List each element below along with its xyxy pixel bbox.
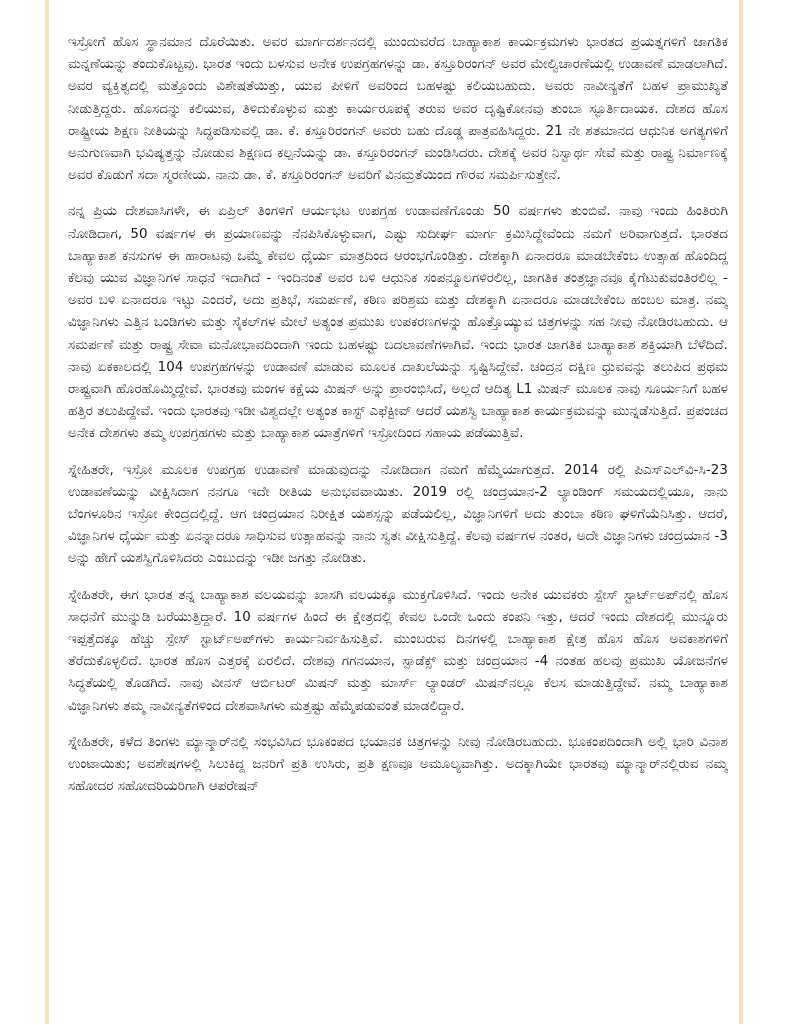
document-body	[68, 32, 728, 1016]
paragraph-myanmar-earthquake: ಸ್ನೇಹಿತರೇ, ಕಳೆದ ತಿಂಗಳು ಮ್ಯಾನ್ಮಾರ್‌ನಲ್ಲಿ ಸಂಭವಿಸಿದ ಭೂಕಂಪದ ಭಯಾನಕ ಚಿತ್ರಗಳನ್ನು ನೀವು ನೋಡಿರಬಹುದು. ಭೂಕಂಪದಿಂದಾಗಿ ಅಲ್ಲಿ ಭಾರಿ ವಿನಾಶ ಉಂಟಾಯಿತು; ಅವಶೇಷಗಳಲ್ಲಿ ಸಿಲುಕಿದ್ದ ಜನರಿಗೆ ಪ್ರತಿ ಉಸಿರು, ಪ್ರತಿ ಕ್ಷಣವೂ ಅಮೂಲ್ಯವಾಗಿತ್ತು. ಅದಕ್ಕಾಗಿಯೇ ಭಾರತವು ಮ್ಯಾನ್ಮಾರ್‌ನಲ್ಲಿರುವ ನಮ್ಮ ಸಹೋದರ ಸಹೋದರಿಯರಿಗಾಗಿ ಆಪರೇಷನ್	[68, 734, 728, 795]
paragraph-kasturirangan-tribute: ಇಸ್ರೋಗೆ ಹೊಸ ಸ್ಥಾನಮಾನ ದೊರೆಯಿತು. ಅವರ ಮಾರ್ಗದರ್ಶನದಲ್ಲಿ ಮುಂದುವರೆದ ಬಾಹ್ಯಾಕಾಶ ಕಾರ್ಯಕ್ರಮಗಳು ಭಾರತದ ಪ್ರಯತ್ನಗಳಿಗೆ ಜಾಗತಿಕ ಮನ್ನಣೆಯನ್ನು ತಂದುಕೊಟ್ಟವು. ಭಾರತ ಇಂದು ಬಳಸುವ ಅನೇಕ ಉಪಗ್ರಹಗಳನ್ನು ಡಾ. ಕಸ್ತೂರಿರಂಗನ್ ಅವರ ಮೇಲ್ವಿಚಾರಣೆಯಲ್ಲಿ ಉಡಾವಣೆ ಮಾಡಲಾಗಿದೆ. ಅವರ ವ್ಯಕ್ತಿತ್ವದಲ್ಲಿ ಮತ್ತೊಂದು ವಿಶೇಷತೆಯಿತ್ತು, ಯುವ ಪೀಳಿಗೆ ಅವರಿಂದ ಬಹಳಷ್ಟು ಕಲಿಯಬಹುದು. ಅವರು ನಾವೀನ್ಯತೆಗೆ ಬಹಳ ಪ್ರಾಮುಖ್ಯತೆ ನೀಡುತ್ತಿದ್ದರು. ಹೊಸದನ್ನು ಕಲಿಯುವ, ತಿಳಿದುಕೊಳ್ಳುವ ಮತ್ತು ಕಾರ್ಯರೂಪಕ್ಕೆ ತರುವ ಅವರ ದೃಷ್ಟಿಕೋನವು ತುಂಬಾ ಸ್ಫೂರ್ತಿದಾಯಕ. ದೇಶದ ಹೊಸ ರಾಷ್ಟ್ರೀಯ ಶಿಕ್ಷಣ ನೀತಿಯನ್ನು ಸಿದ್ಧಪಡಿಸುವಲ್ಲಿ ಡಾ. ಕೆ. ಕಸ್ತೂರಿರಂಗನ್ ಅವರು ಬಹು ದೊಡ್ಡ ಪಾತ್ರವಹಿಸಿದ್ದರು. 21 ನೇ ಶತಮಾನದ ಆಧುನಿಕ ಅಗತ್ಯಗಳಿಗೆ ಅನುಗುಣವಾಗಿ ಭವಿಷ್ಯತ್ತನ್ನು ನೋಡುವ ಶಿಕ್ಷಣದ ಕಲ್ಪನೆಯನ್ನು ಡಾ. ಕಸ್ತೂರಿರಂಗನ್ ಮಂಡಿಸಿದರು. ದೇಶಕ್ಕೆ ಅವರ ನಿಸ್ವಾರ್ಥ ಸೇವೆ ಮತ್ತು ರಾಷ್ಟ್ರ ನಿರ್ಮಾಣಕ್ಕೆ ಅವರ ಕೊಡುಗೆ ಸದಾ ಸ್ಮರಣೀಯ. ನಾನು ಡಾ. ಕೆ. ಕಸ್ತೂರಿರಂಗನ್ ಅವರಿಗೆ ವಿನಮ್ರತೆಯಿಂದ ಗೌರವ ಸಮರ್ಪಿಸುತ್ತೇನೆ.	[68, 35, 728, 184]
page-border-left	[45, 0, 49, 1024]
paragraph-space-startups: ಸ್ನೇಹಿತರೇ, ಈಗ ಭಾರತ ತನ್ನ ಬಾಹ್ಯಾಕಾಶ ವಲಯವನ್ನು ಖಾಸಗಿ ವಲಯಕ್ಕೂ ಮುಕ್ತಗೊಳಿಸಿದೆ. ಇಂದು ಅನೇಕ ಯುವಕರು ಸ್ಪೇಸ್ ಸ್ಟಾರ್ಟ್‌ಅಪ್‌ನಲ್ಲಿ ಹೊಸ ಸಾಧನೆಗೆ ಮುನ್ನುಡಿ ಬರೆಯುತ್ತಿದ್ದಾರೆ. 10 ವರ್ಷಗಳ ಹಿಂದೆ ಈ ಕ್ಷೇತ್ರದಲ್ಲಿ ಕೇವಲ ಒಂದೇ ಒಂದು ಕಂಪನಿ ಇತ್ತು, ಆದರೆ ಇಂದು ದೇಶದಲ್ಲಿ ಮುನ್ನೂರು ಇಪ್ಪತ್ತೆದಕ್ಕೂ ಹೆಚ್ಚು ಸ್ಪೇಸ್ ಸ್ಟಾರ್ಟ್‌ಅಪ್‌ಗಳು ಕಾರ್ಯನಿರ್ವಹಿಸುತ್ತಿವೆ. ಮುಂಬರುವ ದಿನಗಳಲ್ಲಿ ಬಾಹ್ಯಾಕಾಶ ಕ್ಷೇತ್ರ ಹೊಸ ಹೊಸ ಅವಕಾಶಗಳಿಗೆ ತೆರೆದುಕೊಳ್ಳಲಿದೆ. ಭಾರತ ಹೊಸ ಎತ್ತರಕ್ಕೆ ಏರಲಿದೆ. ದೇಶವು ಗಗನಯಾನ, ಸ್ಪಾಡೆಕ್ಸ್ ಮತ್ತು ಚಂದ್ರಯಾನ -4 ನಂತಹ ಹಲವು ಪ್ರಮುಖ ಯೋಜನೆಗಳ ಸಿದ್ಧತೆಯಲ್ಲಿ ತೊಡಗಿದೆ. ನಾವು ವೀನಸ್ ಆರ್ಬಿಟರ್ ಮಿಷನ್ ಮತ್ತು ಮಾರ್ಸ್ ಲ್ಯಾಂಡರ್ ಮಿಷನ್‌ನಲ್ಲೂ ಕೆಲಸ ಮಾಡುತ್ತಿದ್ದೇವೆ. ನಮ್ಮ ಬಾಹ್ಯಾಕಾಶ ವಿಜ್ಞಾನಿಗಳು ತಮ್ಮ ನಾವೀನ್ಯತೆಗಳಿಂದ ದೇಶವಾಸಿಗಳು ಮತ್ತಷ್ಟು ಹೆಮ್ಮೆಪಡುವಂತೆ ಮಾಡಲಿದ್ದಾರೆ.	[68, 587, 728, 714]
page-border-right	[739, 0, 743, 1024]
paragraph-aryabhata-50-years: ನನ್ನ ಪ್ರಿಯ ದೇಶವಾಸಿಗಳೇ, ಈ ಏಪ್ರಿಲ್ ತಿಂಗಳಿಗೆ ಆರ್ಯಭಟ ಉಪಗ್ರಹ ಉಡಾವಣೆಗೊಂಡು 50 ವರ್ಷಗಳು ತುಂಬಿವೆ. ನಾವು ಇಂದು ಹಿಂತಿರುಗಿ ನೋಡಿದಾಗ, 50 ವರ್ಷಗಳ ಈ ಪ್ರಯಾಣವನ್ನು ನೆನಪಿಸಿಕೊಳ್ಳುವಾಗ, ಎಷ್ಟು ಸುದೀರ್ಘ ಮಾರ್ಗ ಕ್ರಮಿಸಿದ್ದೇವೆಂದು ನಮಗೆ ಅರಿವಾಗುತ್ತದೆ. ಭಾರತದ ಬಾಹ್ಯಾಕಾಶ ಕನಸುಗಳ ಈ ಹಾರಾಟವು ಒಮ್ಮೆ ಕೇವಲ ಧೈರ್ಯ ಮಾತ್ರದಿಂದ ಆರಂಭಗೊಂಡಿತ್ತು. ದೇಶಕ್ಕಾಗಿ ಏನಾದರೂ ಮಾಡಬೇಕೆಂಬ ಉತ್ಸಾಹ ಹೊಂದಿದ್ದ ಕೆಲವು ಯುವ ವಿಜ್ಞಾನಿಗಳ ಸಾಧನೆ ಇದಾಗಿದೆ - ಇಂದಿನಂತೆ ಅವರ ಬಳಿ ಆಧುನಿಕ ಸಂಪನ್ಮೂಲಗಳಿರಲಿಲ್ಲ, ಜಾಗತಿಕ ತಂತ್ರಜ್ಞಾನವೂ ಕೈಗೆಟುಕುವಂತಿರಲಿಲ್ಲ - ಅವರ ಬಳಿ ಏನಾದರೂ ಇಟ್ಟು ಎಂದರೆ, ಅದು ಪ್ರತಿಭೆ, ಸಮರ್ಪಣೆ, ಕಠಿಣ ಪರಿಶ್ರಮ ಮತ್ತು ದೇಶಕ್ಕಾಗಿ ಏನಾದರೂ ಮಾಡಬೇಕೆಂಬ ಹಂಬಲ ಮಾತ್ರ. ನಮ್ಮ ವಿಜ್ಞಾನಿಗಳು ಎತ್ತಿನ ಬಂಡಿಗಳು ಮತ್ತು ಸೈಕಲ್‌ಗಳ ಮೇಲೆ ಅತ್ಯಂತ ಪ್ರಮುಖ ಉಪಕರಣಗಳನ್ನು ಹೊತ್ತೊಯ್ಯುವ ಚಿತ್ರಗಳನ್ನು ಸಹ ನೀವು ನೋಡಿರಬಹುದು. ಆ ಸಮರ್ಪಣೆ ಮತ್ತು ರಾಷ್ಟ್ರ ಸೇವಾ ಮನೋಭಾವದಿಂದಾಗಿ ಇಂದು ಬಹಳಷ್ಟು ಬದಲಾವಣೆಗಳಾಗಿವೆ. ಇಂದು ಭಾರತ ಜಾಗತಿಕ ಬಾಹ್ಯಾಕಾಶ ಶಕ್ತಿಯಾಗಿ ಬೆಳೆದಿದೆ. ನಾವು ಏಕಕಾಲದಲ್ಲಿ 104 ಉಪಗ್ರಹಗಳನ್ನು ಉಡಾವಣೆ ಮಾಡುವ ಮೂಲಕ ದಾಖಲೆಯನ್ನು ಸೃಷ್ಟಿಸಿದ್ದೇವೆ. ಚಂದ್ರನ ದಕ್ಷಿಣ ಧ್ರುವವನ್ನು ತಲುಪಿದ ಪ್ರಥಮ ರಾಷ್ಟ್ರವಾಗಿ ಹೊರಹೊಮ್ಮಿದ್ದೇವೆ. ಭಾರತವು ಮಂಗಳ ಕಕ್ಷೆಯ ಮಿಷನ್ ಅನ್ನು ಪ್ರಾರಂಭಿಸಿದೆ, ಅಲ್ಲದೆ ಆದಿತ್ಯ L1 ಮಿಷನ್ ಮೂಲಕ ನಾವು ಸೂರ್ಯನಿಗೆ ಬಹಳ ಹತ್ತಿರ ತಲುಪಿದ್ದೇವೆ. ಇಂದು ಭಾರತವು ಇಡೀ ವಿಶ್ವದಲ್ಲೇ ಅತ್ಯಂತ ಕಾಸ್ಟ್ ಎಫೆಕ್ಟೀವ್ ಆದರೆ ಯಶಸ್ವಿ ಬಾಹ್ಯಾಕಾಶ ಕಾರ್ಯಕ್ರಮವನ್ನು ಮುನ್ನಡೆಸುತ್ತಿದೆ. ಪ್ರಪಂಚದ ಅನೇಕ ದೇಶಗಳು ತಮ್ಮ ಉಪಗ್ರಹಗಳು ಮತ್ತು ಬಾಹ್ಯಾಕಾಶ ಯಾತ್ರೆಗಳಿಗೆ ಇಸ್ರೋದಿಂದ ಸಹಾಯ ಪಡೆಯುತ್ತಿವೆ.	[68, 204, 728, 442]
paragraph-isro-launches: ಸ್ನೇಹಿತರೇ, ಇಸ್ರೋ ಮೂಲಕ ಉಪಗ್ರಹ ಉಡಾವಣೆ ಮಾಡುವುದನ್ನು ನೋಡಿದಾಗ ನಮಗೆ ಹೆಮ್ಮೆಯಾಗುತ್ತದೆ. 2014 ರಲ್ಲಿ ಪಿಎಸ್‌ಎಲ್‌ವಿ-ಸಿ-23 ಉಡಾವಣೆಯನ್ನು ವೀಕ್ಷಿಸಿದಾಗ ನನಗೂ ಇದೇ ರೀತಿಯ ಅನುಭವವಾಯಿತು. 2019 ರಲ್ಲಿ ಚಂದ್ರಯಾನ-2 ಲ್ಯಾಂಡಿಂಗ್ ಸಮಯದಲ್ಲಿಯೂ, ನಾನು ಬೆಂಗಳೂರಿನ ಇಸ್ರೋ ಕೇಂದ್ರದಲ್ಲಿದ್ದೆ. ಆಗ ಚಂದ್ರಯಾನ ನಿರೀಕ್ಷಿತ ಯಶಸ್ಸನ್ನು ಪಡೆಯಲಿಲ್ಲ, ವಿಜ್ಞಾನಿಗಳಿಗೆ ಅದು ತುಂಬಾ ಕಠಿಣ ಘಳಿಗೆಯೆನಿಸಿತ್ತು. ಆದರೆ, ವಿಜ್ಞಾನಿಗಳ ಧೈರ್ಯ ಮತ್ತು ಏನನ್ನಾದರೂ ಸಾಧಿಸುವ ಉತ್ಸಾಹವನ್ನು ನಾನು ಸ್ವತಃ ವೀಕ್ಷಿಸುತ್ತಿದ್ದೆ. ಕೆಲವು ವರ್ಷಗಳ ನಂತರ, ಅದೇ ವಿಜ್ಞಾನಿಗಳು ಚಂದ್ರಯಾನ -3 ಅನ್ನು ಹೇಗೆ ಯಶಸ್ವಿಗೊಳಿಸಿದರು ಎಂಬುದನ್ನು ಇಡೀ ಜಗತ್ತು ನೋಡಿತು.	[68, 462, 728, 567]
